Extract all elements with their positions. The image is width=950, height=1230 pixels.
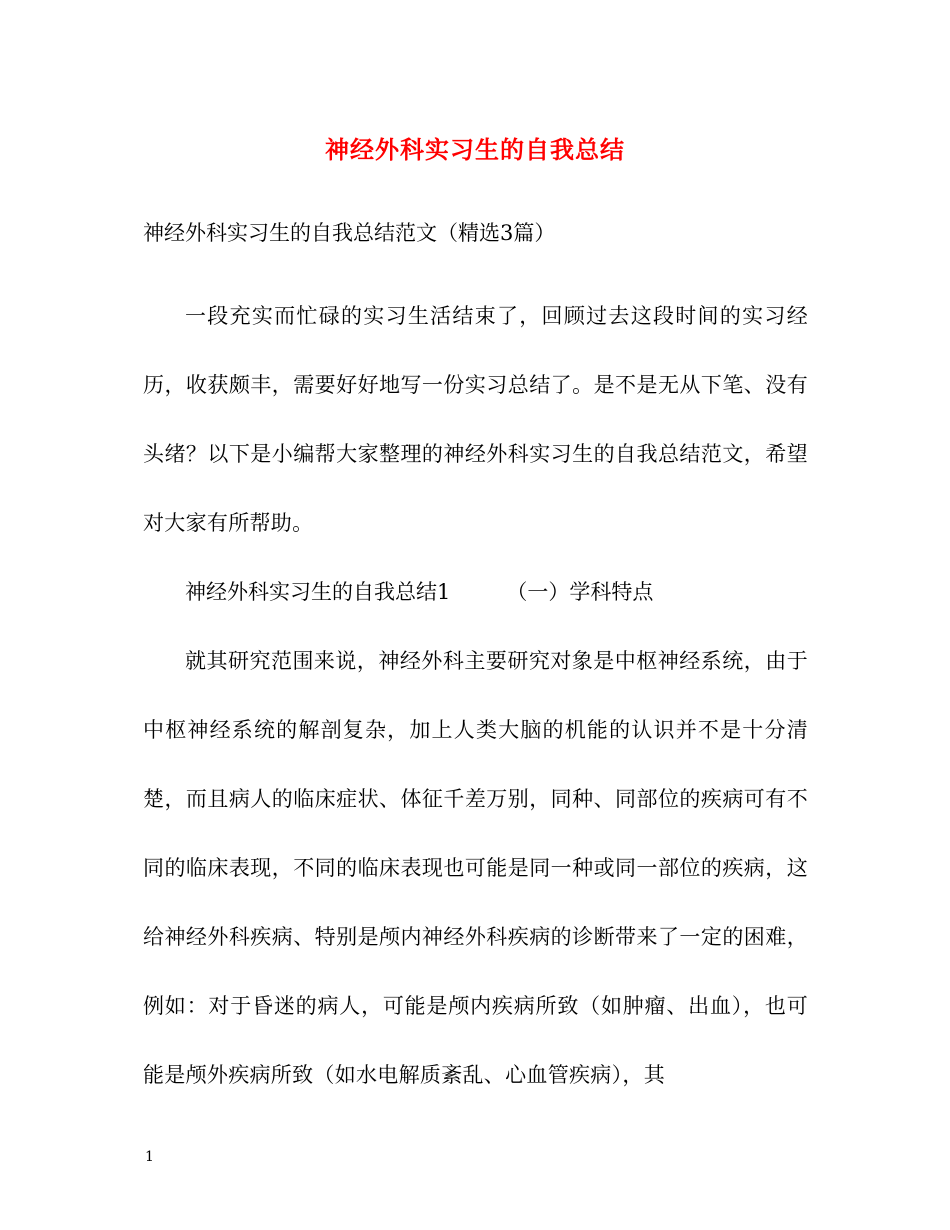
page-number: 1 (145, 1149, 154, 1165)
section-subheading: （一）学科特点 (506, 580, 654, 604)
section-heading-line (143, 558, 808, 627)
body-paragraph: 就其研究范围来说，神经外科主要研究对象是中枢神经系统，由于中枢神经系统的解剖复杂，加上人类大脑的机能的认识并不是十分清楚，而且病人的临床症状、体征千差万别，同种、同部位的疾病可有不同的临床表现，不同的临床表现也可能是同一种或同一部位的疾病，这给神经外科疾病、特别是颅内神经外科疾病的诊断带来了一定的困难，例如：对于昏迷的病人，可能是颅内疾病所致（如肿瘤、出血），也可能是颅外疾病所致（如水电解质紊乱、心血管疾病），其 (143, 649, 808, 1087)
intro-paragraph: 一段充实而忙碌的实习生活结束了，回顾过去这段时间的实习经历，收获颇丰，需要好好地写一份实习总结了。是不是无从下笔、没有头绪？以下是小编帮大家整理的神经外科实习生的自我总结范文，希望对大家有所帮助。 (143, 304, 808, 535)
section-heading: 神经外科实习生的自我总结1 (185, 580, 451, 604)
document-subtitle: 神经外科实习生的自我总结范文（精选3篇） (143, 221, 556, 245)
document-title: 神经外科实习生的自我总结 (325, 135, 625, 164)
document-body (143, 282, 808, 1110)
